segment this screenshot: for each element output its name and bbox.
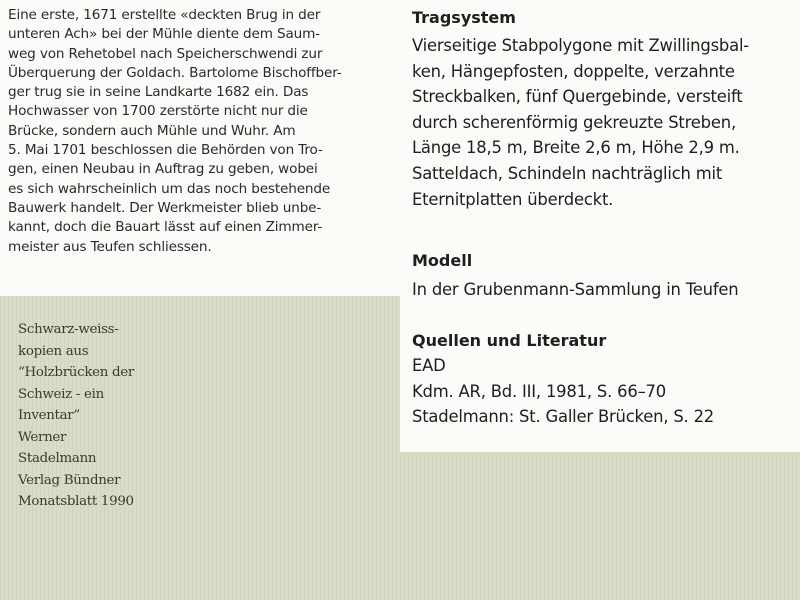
modell-heading: Modell — [412, 251, 473, 270]
history-paragraph: Eine erste, 1671 erstellte «deckten Brug in der unteren Ach» bei der Mühle diente dem Saum- weg von Rehetobel nach Speicherschwendi zur Überquerung der Goldach. Bartolome Bischoffber- ger trug sie in seine Landkarte 1682 ein. Das Hochwasser von 1700 zerstörte nicht nur die Brücke, sondern auch Mühle und Wuhr. Am 5. Mai 1701 beschlossen die Behörden von Tro- gen, einen Neubau in Auftrag zu geben, wobei es sich wahrscheinlich um das noch bestehende Bauwerk handelt. Der Werkmeister blieb unbe- kannt, doch die Bauart lässt auf einen Zimmer- meister aus Teufen schliessen. — [8, 7, 342, 255]
quellen-heading: Quellen und Literatur — [412, 331, 607, 350]
source-caption: Schwarz-weiss- kopien aus “Holzbrücken der Schweiz - ein Inventar” Werner Stadelmann Verlag Bündner Monatsblatt 1990 — [18, 322, 135, 509]
tragsystem-text: Vierseitige Stabpolygone mit Zwillingsbal- ken, Hängepfosten, doppelte, verzahnte Streckbalken, fünf Quergebinde, versteift durch scherenförmig gekreuzte Streben, Länge 18,5 m, Breite 2,6 m, Höhe 2,9 m. Satteldach, Schindeln nachträglich mit Eternitplatten überdeckt. — [412, 36, 750, 209]
modell-text: In der Grubenmann-Sammlung in Teufen — [412, 280, 739, 299]
quellen-text: EAD Kdm. AR, Bd. III, 1981, S. 66–70 Stadelmann: St. Galler Brücken, S. 22 — [412, 356, 715, 427]
right-scanned-page — [400, 0, 800, 452]
left-scanned-page — [0, 0, 400, 296]
tragsystem-heading: Tragsystem — [412, 8, 516, 27]
